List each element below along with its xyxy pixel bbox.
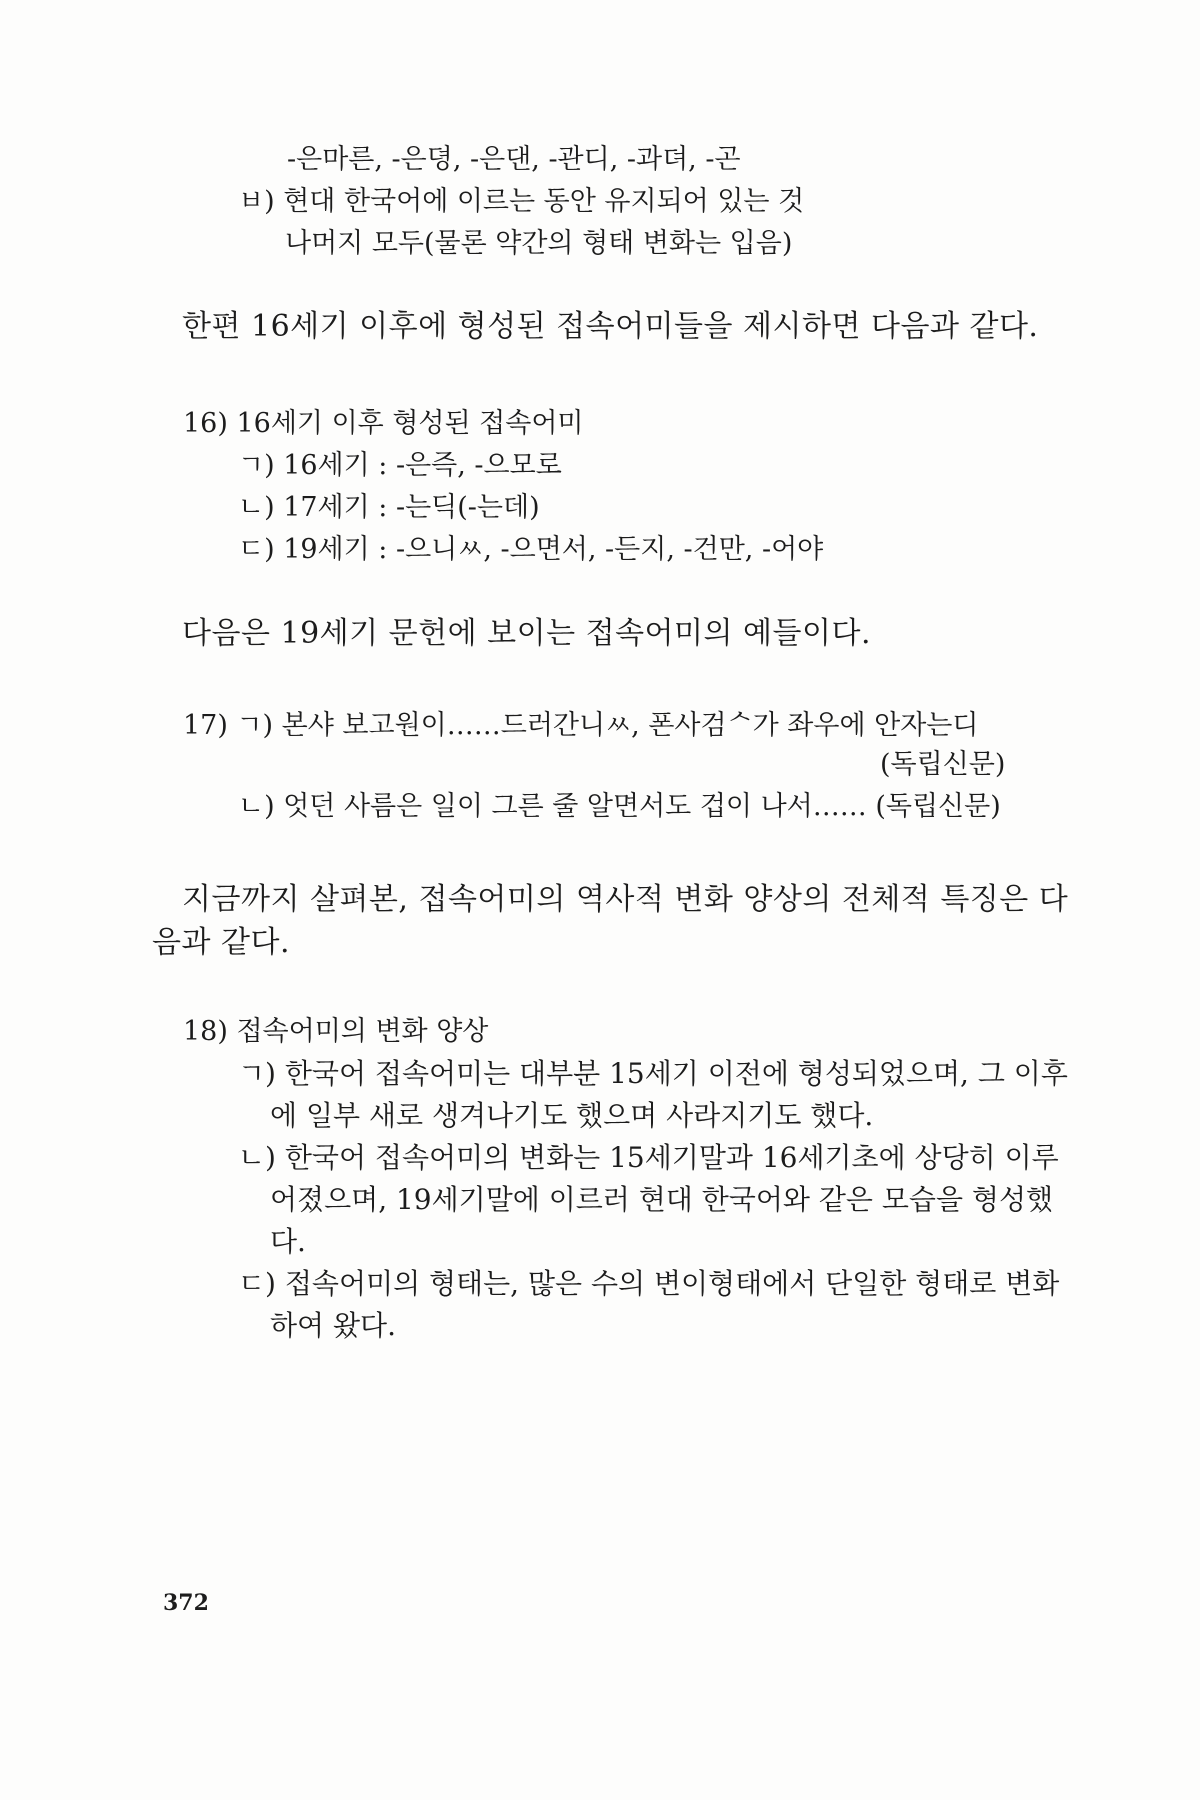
paragraph-line: 음과 같다. [152, 925, 290, 960]
example-item: ㄴ) 엇던 사름은 일이 그른 줄 알면서도 겁이 나서…… (독립신문) [238, 791, 1001, 822]
example-item: ㄱ) 16세기 : -은즉, -으모로 [238, 450, 562, 481]
example-item: ㄱ) 한국어 접속어미는 대부분 15세기 이전에 형성되었으며, 그 이후 [238, 1057, 1068, 1090]
example-item-continued: 어졌으며, 19세기말에 이르러 현대 한국어와 같은 모습을 형성했 [270, 1183, 1054, 1216]
citation-source: (독립신문) [880, 749, 1006, 780]
page-number: 372 [163, 1590, 209, 1616]
example-heading-16: 16) 16세기 이후 형성된 접속어미 [183, 408, 584, 439]
example-item: ㄷ) 19세기 : -으니ㅆ, -으면서, -든지, -건만, -어야 [238, 534, 824, 565]
example-item: ㄷ) 접속어미의 형태는, 많은 수의 변이형태에서 단일한 형태로 변화 [238, 1267, 1060, 1300]
example-item: ㄴ) 한국어 접속어미의 변화는 15세기말과 16세기초에 상당히 이루 [238, 1141, 1059, 1174]
example-item: ㄴ) 17세기 : -는딕(-는데) [238, 492, 540, 523]
example-heading-18: 18) 접속어미의 변화 양상 [183, 1016, 489, 1047]
example-item-continued: 하여 왔다. [270, 1309, 396, 1342]
text-line-1: -은마른, -은뎡, -은댄, -관디, -과뎌, -곤 [287, 144, 741, 175]
text-line-2: ㅂ) 현대 한국어에 이르는 동안 유지되어 있는 것 [238, 186, 805, 217]
example-item-continued: 다. [270, 1225, 306, 1258]
paragraph-line: 한편 16세기 이후에 형성된 접속어미들을 제시하면 다음과 같다. [182, 309, 1039, 344]
paragraph-line: 지금까지 살펴본, 접속어미의 역사적 변화 양상의 전체적 특징은 다 [182, 882, 1069, 917]
example-heading-17: 17) ㄱ) 본샤 보고원이……드러간니ㅆ, 폰사검ᄉ가 좌우에 안자는디 [183, 710, 979, 741]
example-item-continued: 에 일부 새로 생겨나기도 했으며 사라지기도 했다. [270, 1099, 874, 1132]
paragraph-line: 다음은 19세기 문헌에 보이는 접속어미의 예들이다. [182, 616, 871, 651]
text-line-3: 나머지 모두(물론 약간의 형태 변화는 입음) [285, 228, 793, 259]
